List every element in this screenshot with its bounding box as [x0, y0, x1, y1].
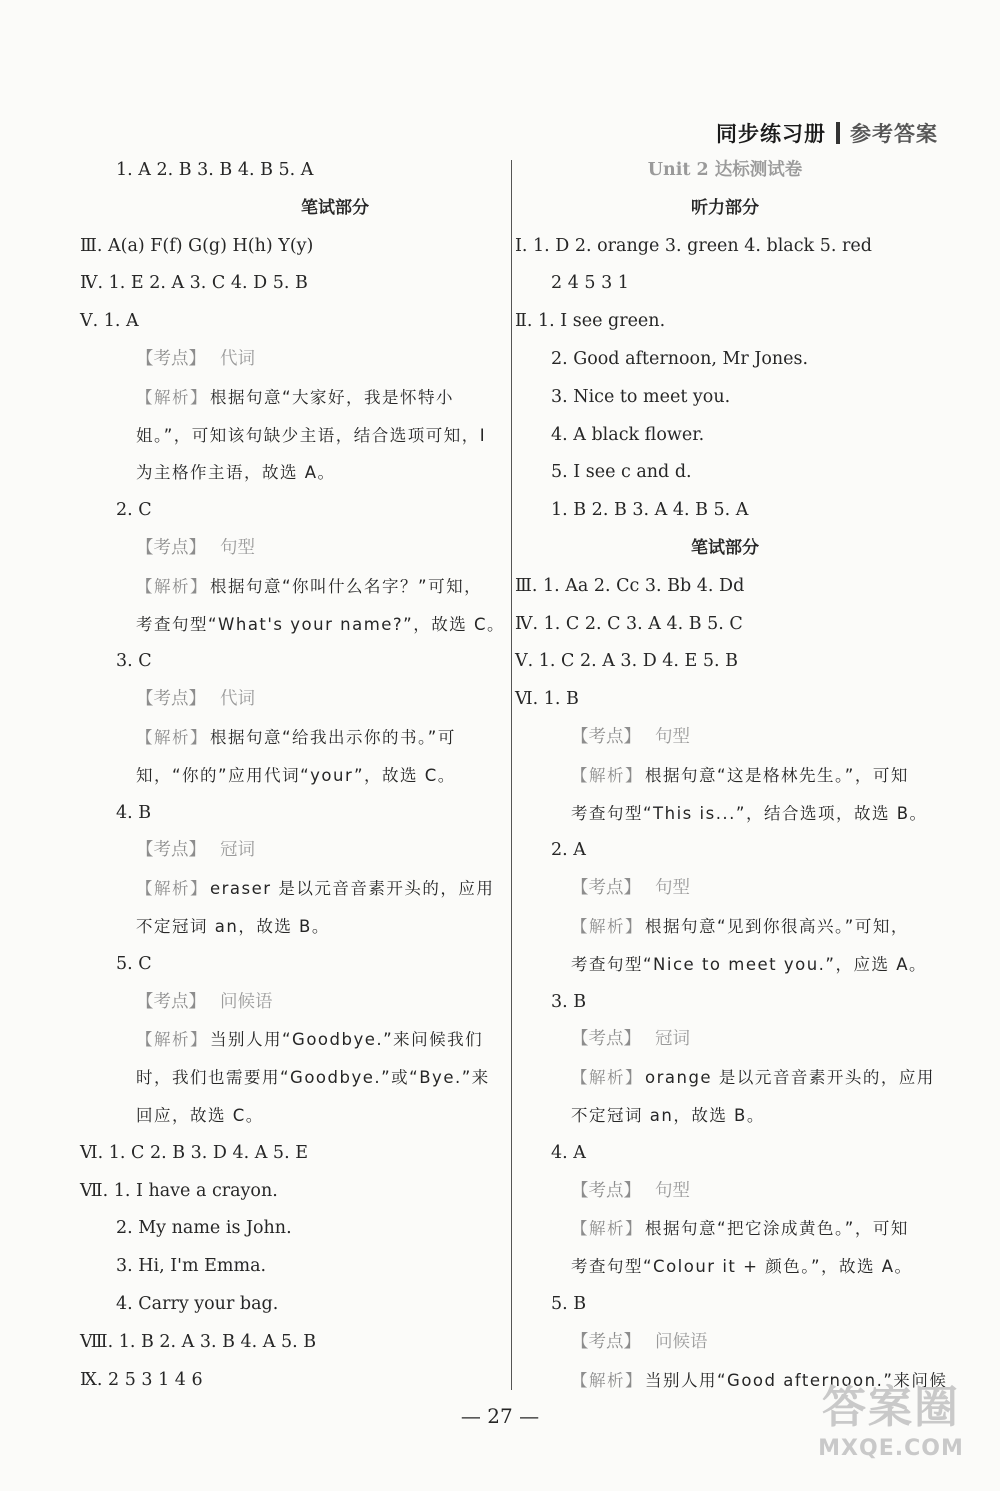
- answer-line: [515, 379, 935, 417]
- line-text: 问候语: [220, 991, 273, 1012]
- question-group: [80, 228, 500, 266]
- answer-line: [80, 1210, 500, 1248]
- line-text: 考查句型“This is...”，结合选项，故选 B。: [571, 803, 928, 823]
- left-column: [80, 152, 505, 1399]
- tag-label: 【考点】: [571, 726, 641, 747]
- line-text: Ⅱ. 1. I see green.: [515, 311, 666, 332]
- line-text: 知，“你的”应用代词“your”，故选 C。: [136, 765, 456, 785]
- line-text: 5. I see c and d.: [551, 462, 692, 483]
- question-group: [515, 303, 935, 341]
- running-header: [716, 118, 938, 148]
- line-text: Unit 2 达标测试卷: [647, 160, 803, 180]
- line-text: Ⅲ. 1. Aa 2. Cc 3. Bb 4. Dd: [515, 575, 745, 596]
- knowledge-point: [515, 1324, 935, 1362]
- tag-label: 【解析】: [571, 916, 643, 936]
- line-text: 冠词: [655, 1029, 690, 1050]
- tag-label: 【解析】: [136, 879, 208, 899]
- explanation-line: [80, 870, 500, 908]
- knowledge-point: [80, 832, 500, 870]
- question-group: [80, 303, 500, 341]
- explanation-line: [515, 757, 935, 795]
- explanation-line: [80, 379, 500, 417]
- answer-line: [80, 1286, 500, 1324]
- section-heading: [515, 530, 935, 568]
- knowledge-point: [80, 681, 500, 719]
- explanation-line: [515, 1210, 935, 1248]
- line-text: Ⅵ. 1. B: [515, 689, 579, 710]
- tag-label: 【考点】: [571, 1029, 641, 1050]
- tag-label: 【解析】: [571, 1370, 643, 1390]
- tag-label: 【考点】: [136, 537, 206, 558]
- tag-label: 【考点】: [136, 689, 206, 710]
- line-text: Ⅲ. A(a) F(f) G(g) H(h) Y(y): [80, 235, 314, 256]
- line-text: Ⅷ. 1. B 2. A 3. B 4. A 5. B: [80, 1331, 317, 1352]
- line-text: 代词: [220, 689, 255, 710]
- question-group: [515, 606, 935, 644]
- question-group: [515, 228, 935, 266]
- explanation-line: [80, 1021, 500, 1059]
- knowledge-point: [80, 341, 500, 379]
- line-text: 根据句意“大家好，我是怀特小: [210, 387, 455, 407]
- answer-line: [515, 417, 935, 455]
- answer-line: [515, 1286, 935, 1324]
- knowledge-point: [80, 984, 500, 1022]
- explanation-line: [515, 908, 935, 946]
- answer-line: [80, 1248, 500, 1286]
- question-group: [80, 1135, 500, 1173]
- line-text: 2. C: [116, 500, 152, 521]
- line-text: 回应，故选 C。: [136, 1105, 264, 1125]
- line-text: 考查句型“Colour it + 颜色。”，故选 A。: [571, 1257, 913, 1277]
- line-text: 时，我们也需要用“Goodbye.”或“Bye.”来: [136, 1068, 490, 1088]
- line-text: 不定冠词 an，故选 B。: [136, 916, 330, 936]
- line-text: 1. A 2. B 3. B 4. B 5. A: [116, 160, 314, 180]
- explanation-continuation: [80, 757, 500, 795]
- question-group: [80, 1173, 500, 1211]
- line-text: Ⅰ. 1. D 2. orange 3. green 4. black 5. red: [515, 235, 872, 256]
- line-text: Ⅴ. 1. C 2. A 3. D 4. E 5. B: [515, 651, 739, 672]
- question-group: [80, 1324, 500, 1362]
- line-text: 句型: [655, 726, 690, 747]
- header-title: 同步练习册: [716, 122, 826, 146]
- question-group: [80, 1362, 500, 1400]
- watermark-logo: [806, 1381, 976, 1481]
- line-text: 根据句意“这是格林先生。”，可知: [645, 765, 909, 785]
- answer-line: [80, 795, 500, 833]
- tag-label: 【考点】: [136, 348, 206, 369]
- line-text: 根据句意“把它涂成黄色。”，可知: [645, 1219, 909, 1239]
- answer-line: [515, 454, 935, 492]
- header-divider: [836, 122, 840, 144]
- line-text: 考查句型“Nice to meet you.”，应选 A。: [571, 954, 927, 974]
- line-text: 不定冠词 an，故选 B。: [571, 1105, 765, 1125]
- line-text: 4. A: [551, 1142, 586, 1163]
- line-text: Ⅳ. 1. C 2. C 3. A 4. B 5. C: [515, 613, 743, 634]
- explanation-continuation: [80, 1097, 500, 1135]
- line-text: 4. Carry your bag.: [116, 1293, 279, 1314]
- line-text: eraser 是以元音音素开头的，应用: [210, 879, 495, 899]
- line-text: 3. Hi, I'm Emma.: [116, 1256, 267, 1277]
- line-text: 根据句意“给我出示你的书。”可: [210, 727, 456, 747]
- line-text: 代词: [220, 348, 255, 369]
- explanation-continuation: [515, 1097, 935, 1135]
- question-group: [80, 265, 500, 303]
- tag-label: 【解析】: [136, 727, 208, 747]
- line-text: 问候语: [655, 1331, 708, 1352]
- line-text: 3. C: [116, 651, 152, 672]
- line-text: 1. B 2. B 3. A 4. B 5. A: [551, 500, 749, 521]
- answer-line: [515, 1135, 935, 1173]
- explanation-continuation: [515, 946, 935, 984]
- line-text: 听力部分: [691, 197, 759, 218]
- knowledge-point: [515, 1021, 935, 1059]
- column-divider: [511, 160, 512, 1390]
- line-text: 2. A: [551, 840, 586, 861]
- knowledge-point: [80, 530, 500, 568]
- line-text: 句型: [655, 1180, 690, 1201]
- tag-label: 【解析】: [136, 1030, 208, 1050]
- line-text: 5. C: [116, 953, 152, 974]
- line-text: 2. Good afternoon, Mr Jones.: [551, 348, 809, 369]
- line-text: 句型: [655, 878, 690, 899]
- answer-line: [80, 152, 500, 190]
- line-text: 3. Nice to meet you.: [551, 386, 731, 407]
- tag-label: 【解析】: [136, 387, 208, 407]
- tag-label: 【考点】: [571, 878, 641, 899]
- watermark-text: 答案圈: [822, 1382, 960, 1433]
- line-text: 当别人用“Good afternoon.”来问候: [645, 1370, 948, 1390]
- knowledge-point: [515, 719, 935, 757]
- line-text: 5. B: [551, 1293, 587, 1314]
- explanation-continuation: [80, 417, 500, 455]
- section-heading: [80, 190, 500, 228]
- explanation-continuation: [515, 1248, 935, 1286]
- answer-line: [515, 492, 935, 530]
- line-text: 考查句型“What's your name?”，故选 C。: [136, 614, 505, 634]
- line-text: 笔试部分: [301, 197, 369, 218]
- tag-label: 【考点】: [571, 1180, 641, 1201]
- line-text: Ⅶ. 1. I have a crayon.: [80, 1180, 278, 1201]
- line-text: Ⅵ. 1. C 2. B 3. D 4. A 5. E: [80, 1142, 308, 1163]
- line-text: 句型: [220, 537, 255, 558]
- tag-label: 【解析】: [571, 1219, 643, 1239]
- answer-line: [515, 341, 935, 379]
- line-text: Ⅳ. 1. E 2. A 3. C 4. D 5. B: [80, 273, 308, 294]
- line-text: 2 4 5 3 1: [551, 273, 629, 294]
- tag-label: 【考点】: [571, 1331, 641, 1352]
- section-heading: [515, 190, 935, 228]
- right-column: [515, 152, 948, 1399]
- line-text: 4. B: [116, 802, 152, 823]
- line-text: 笔试部分: [691, 537, 759, 558]
- answer-line: [515, 984, 935, 1022]
- explanation-continuation: [80, 454, 500, 492]
- answer-line: [515, 832, 935, 870]
- knowledge-point: [515, 870, 935, 908]
- knowledge-point: [515, 1173, 935, 1211]
- question-group: [515, 643, 935, 681]
- tag-label: 【解析】: [571, 765, 643, 785]
- line-text: 根据句意“见到你很高兴。”可知，: [645, 916, 909, 936]
- question-group: [515, 681, 935, 719]
- explanation-continuation: [80, 1059, 500, 1097]
- line-text: 2. My name is John.: [116, 1218, 292, 1239]
- tag-label: 【考点】: [136, 991, 206, 1012]
- page-number: — 27 —: [460, 1404, 540, 1428]
- tag-label: 【解析】: [136, 576, 208, 596]
- header-subtitle: 参考答案: [850, 122, 938, 146]
- explanation-line: [515, 1059, 935, 1097]
- explanation-continuation: [80, 908, 500, 946]
- line-text: Ⅸ. 2 5 3 1 4 6: [80, 1369, 203, 1390]
- watermark-url: MXQE.COM: [818, 1436, 964, 1461]
- line-text: 冠词: [220, 840, 255, 861]
- explanation-line: [80, 568, 500, 606]
- answer-line: [80, 643, 500, 681]
- question-group: [515, 568, 935, 606]
- line-text: 4. A black flower.: [551, 424, 705, 445]
- line-text: 当别人用“Goodbye.”来问候我们: [210, 1030, 484, 1050]
- unit-title: [515, 152, 935, 190]
- answer-line: [515, 265, 935, 303]
- explanation-continuation: [80, 606, 505, 644]
- line-text: 根据句意“你叫什么名字？”可知，: [210, 576, 483, 596]
- line-text: 为主格作主语，故选 A。: [136, 463, 336, 483]
- answer-line: [80, 946, 500, 984]
- answer-line: [80, 492, 500, 530]
- tag-label: 【解析】: [571, 1068, 643, 1088]
- line-text: 姐。”，可知该句缺少主语，结合选项可知，I: [136, 425, 487, 445]
- line-text: 3. B: [551, 991, 587, 1012]
- explanation-continuation: [515, 795, 935, 833]
- tag-label: 【考点】: [136, 840, 206, 861]
- line-text: Ⅴ. 1. A: [80, 311, 139, 332]
- explanation-line: [80, 719, 500, 757]
- line-text: orange 是以元音音素开头的，应用: [645, 1068, 935, 1088]
